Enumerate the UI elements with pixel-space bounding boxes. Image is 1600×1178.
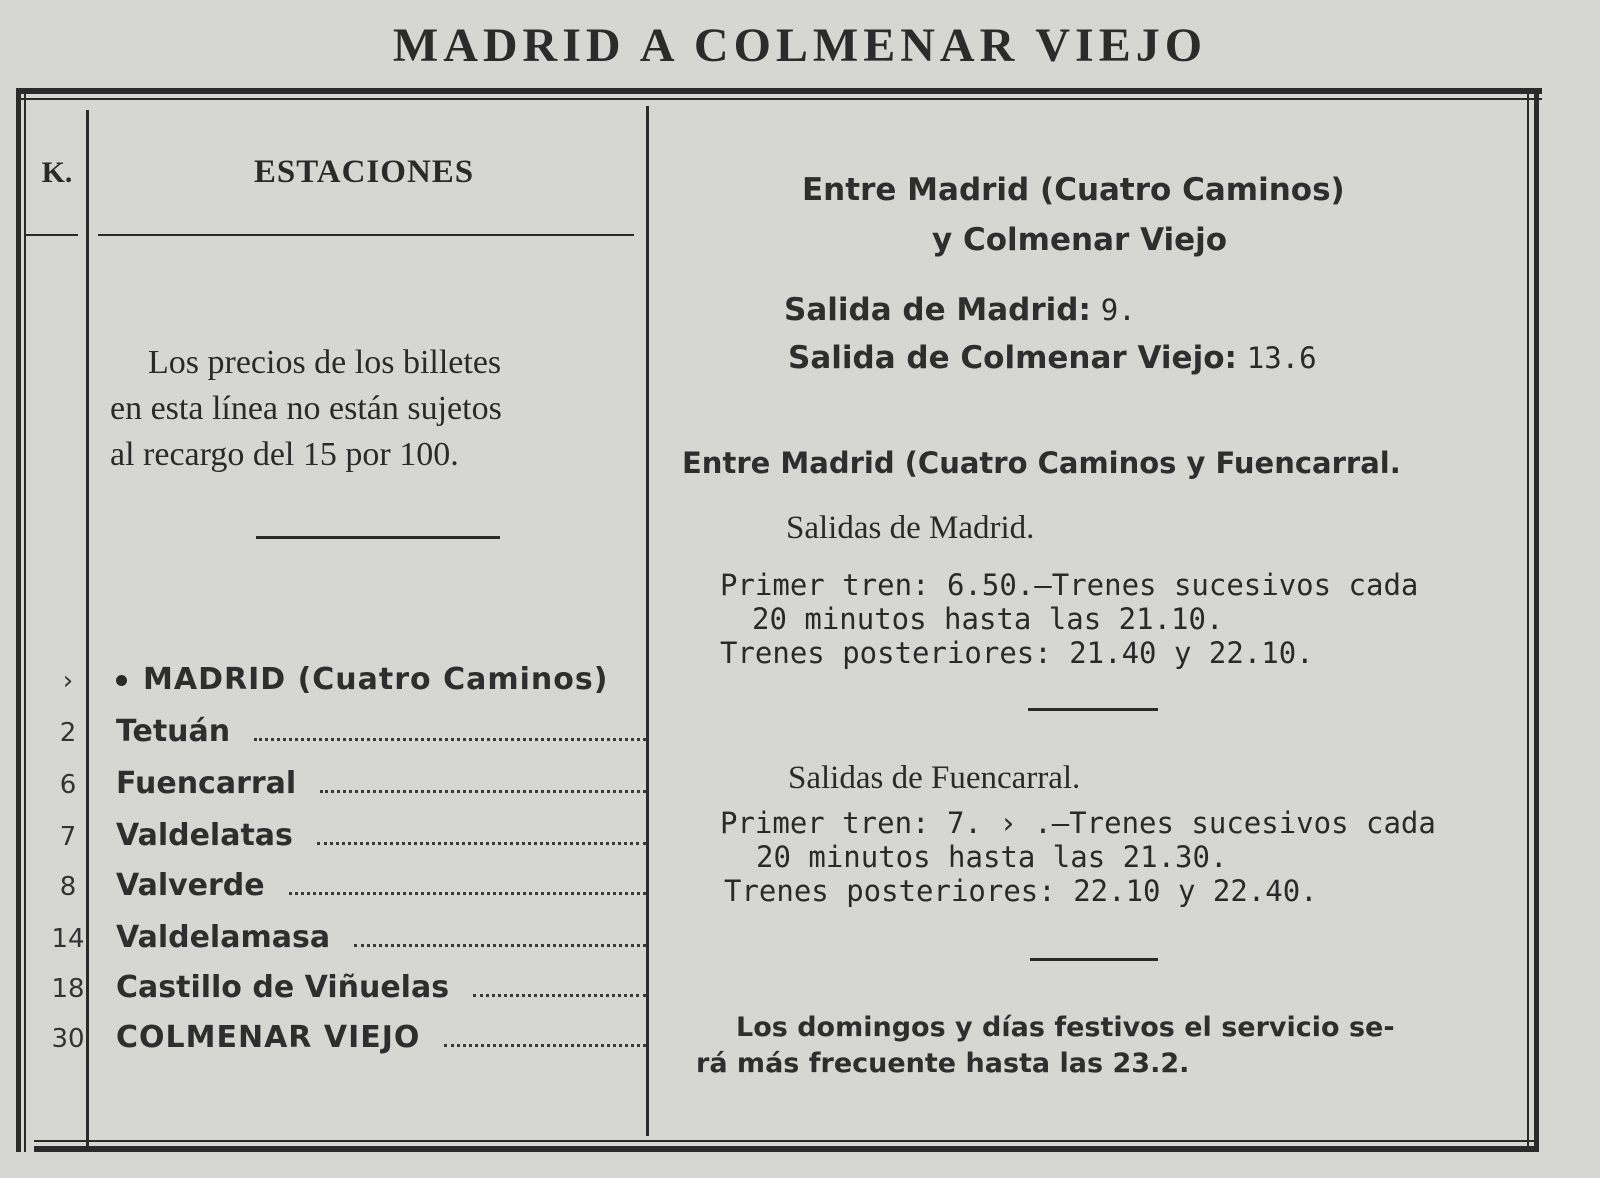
station-name: Fuencarral <box>116 766 297 801</box>
bullet-icon <box>116 675 127 686</box>
subsection-title: Salidas de Fuencarral. <box>788 760 1081 796</box>
schedule-heading: y Colmenar Viejo <box>932 222 1228 258</box>
dot-leader <box>444 1043 646 1047</box>
station-km: 30 <box>51 1024 85 1054</box>
departure-line <box>788 340 1317 376</box>
frame-top-rule-thin <box>16 98 1542 100</box>
footer-note-line: rá más frecuente hasta las 23.2. <box>696 1048 1190 1079</box>
departure-line <box>784 292 1136 328</box>
station-km: 7 <box>59 822 77 852</box>
schedule-line: 20 minutos hasta las 21.10. <box>752 602 1224 636</box>
note-divider <box>256 536 500 539</box>
fare-note-line: al recargo del 15 por 100. <box>110 436 459 473</box>
schedule-heading: Entre Madrid (Cuatro Caminos) <box>802 172 1345 208</box>
frame-right-rule-inner <box>1527 92 1529 1152</box>
frame-bottom-rule <box>34 1140 1534 1142</box>
station-km: 8 <box>59 872 77 902</box>
schedule-line: Trenes posteriores: 22.10 y 22.40. <box>724 874 1318 908</box>
departure-time: 13.6 <box>1246 341 1317 375</box>
station-km: 18 <box>51 974 85 1004</box>
station-row <box>38 1020 650 1070</box>
section-divider <box>1030 958 1158 961</box>
schedule-line: Primer tren: 6.50.—Trenes sucesivos cada <box>720 568 1419 602</box>
schedule-line: Primer tren: 7. › .—Trenes sucesivos cada <box>720 806 1436 840</box>
frame-left-rule-inner <box>24 92 26 1152</box>
footer-note-line: Los domingos y días festivos el servicio se- <box>736 1012 1395 1043</box>
departure-label: Salida de Colmenar Viejo: <box>788 340 1237 376</box>
dot-leader <box>289 891 646 895</box>
station-km: 2 <box>59 718 77 748</box>
dot-leader <box>354 943 646 947</box>
fare-note <box>110 340 640 478</box>
station-km: 14 <box>51 924 85 954</box>
dot-leader <box>320 789 646 793</box>
station-name: Tetuán <box>116 714 231 749</box>
header-underline-estaciones <box>98 234 634 236</box>
station-row <box>38 818 650 868</box>
departure-time: 9. <box>1100 293 1136 327</box>
fare-note-line: Los precios de los billetes <box>148 344 502 381</box>
page-title: MADRID A COLMENAR VIEJO <box>392 19 1208 72</box>
station-name: MADRID (Cuatro Caminos) <box>98 662 608 697</box>
header-underline-k <box>26 234 78 236</box>
station-row <box>38 766 650 816</box>
frame-top-rule <box>16 88 1542 94</box>
station-row <box>38 868 650 918</box>
station-name: Castillo de Viñuelas <box>116 970 450 1005</box>
station-name: Valverde <box>116 868 265 903</box>
station-row <box>38 920 650 970</box>
fare-note-line: en esta línea no están sujetos <box>110 390 502 427</box>
station-km: 6 <box>59 770 77 800</box>
station-name: Valdelatas <box>116 818 293 853</box>
station-km: › <box>62 666 74 696</box>
frame-right-rule <box>1534 92 1539 1152</box>
schedule-line: Trenes posteriores: 21.40 y 22.10. <box>720 636 1314 670</box>
dot-leader <box>317 841 646 845</box>
column-header-k: K. <box>41 156 73 189</box>
station-row <box>38 662 650 712</box>
station-name: COLMENAR VIEJO <box>116 1020 421 1055</box>
station-row <box>38 714 650 764</box>
column-header-estaciones: ESTACIONES <box>253 154 475 190</box>
subsection-title: Salidas de Madrid. <box>786 510 1035 546</box>
section-divider <box>1028 708 1158 711</box>
frame-bottom-rule-thick <box>34 1146 1534 1152</box>
departure-label: Salida de Madrid: <box>784 292 1091 328</box>
station-row <box>38 970 650 1020</box>
dot-leader <box>254 737 646 741</box>
dot-leader <box>473 993 646 997</box>
schedule-line: 20 minutos hasta las 21.30. <box>756 840 1228 874</box>
station-name: Valdelamasa <box>116 920 331 955</box>
frame-left-rule <box>16 92 21 1152</box>
schedule-heading: Entre Madrid (Cuatro Caminos y Fuencarral. <box>682 446 1401 480</box>
